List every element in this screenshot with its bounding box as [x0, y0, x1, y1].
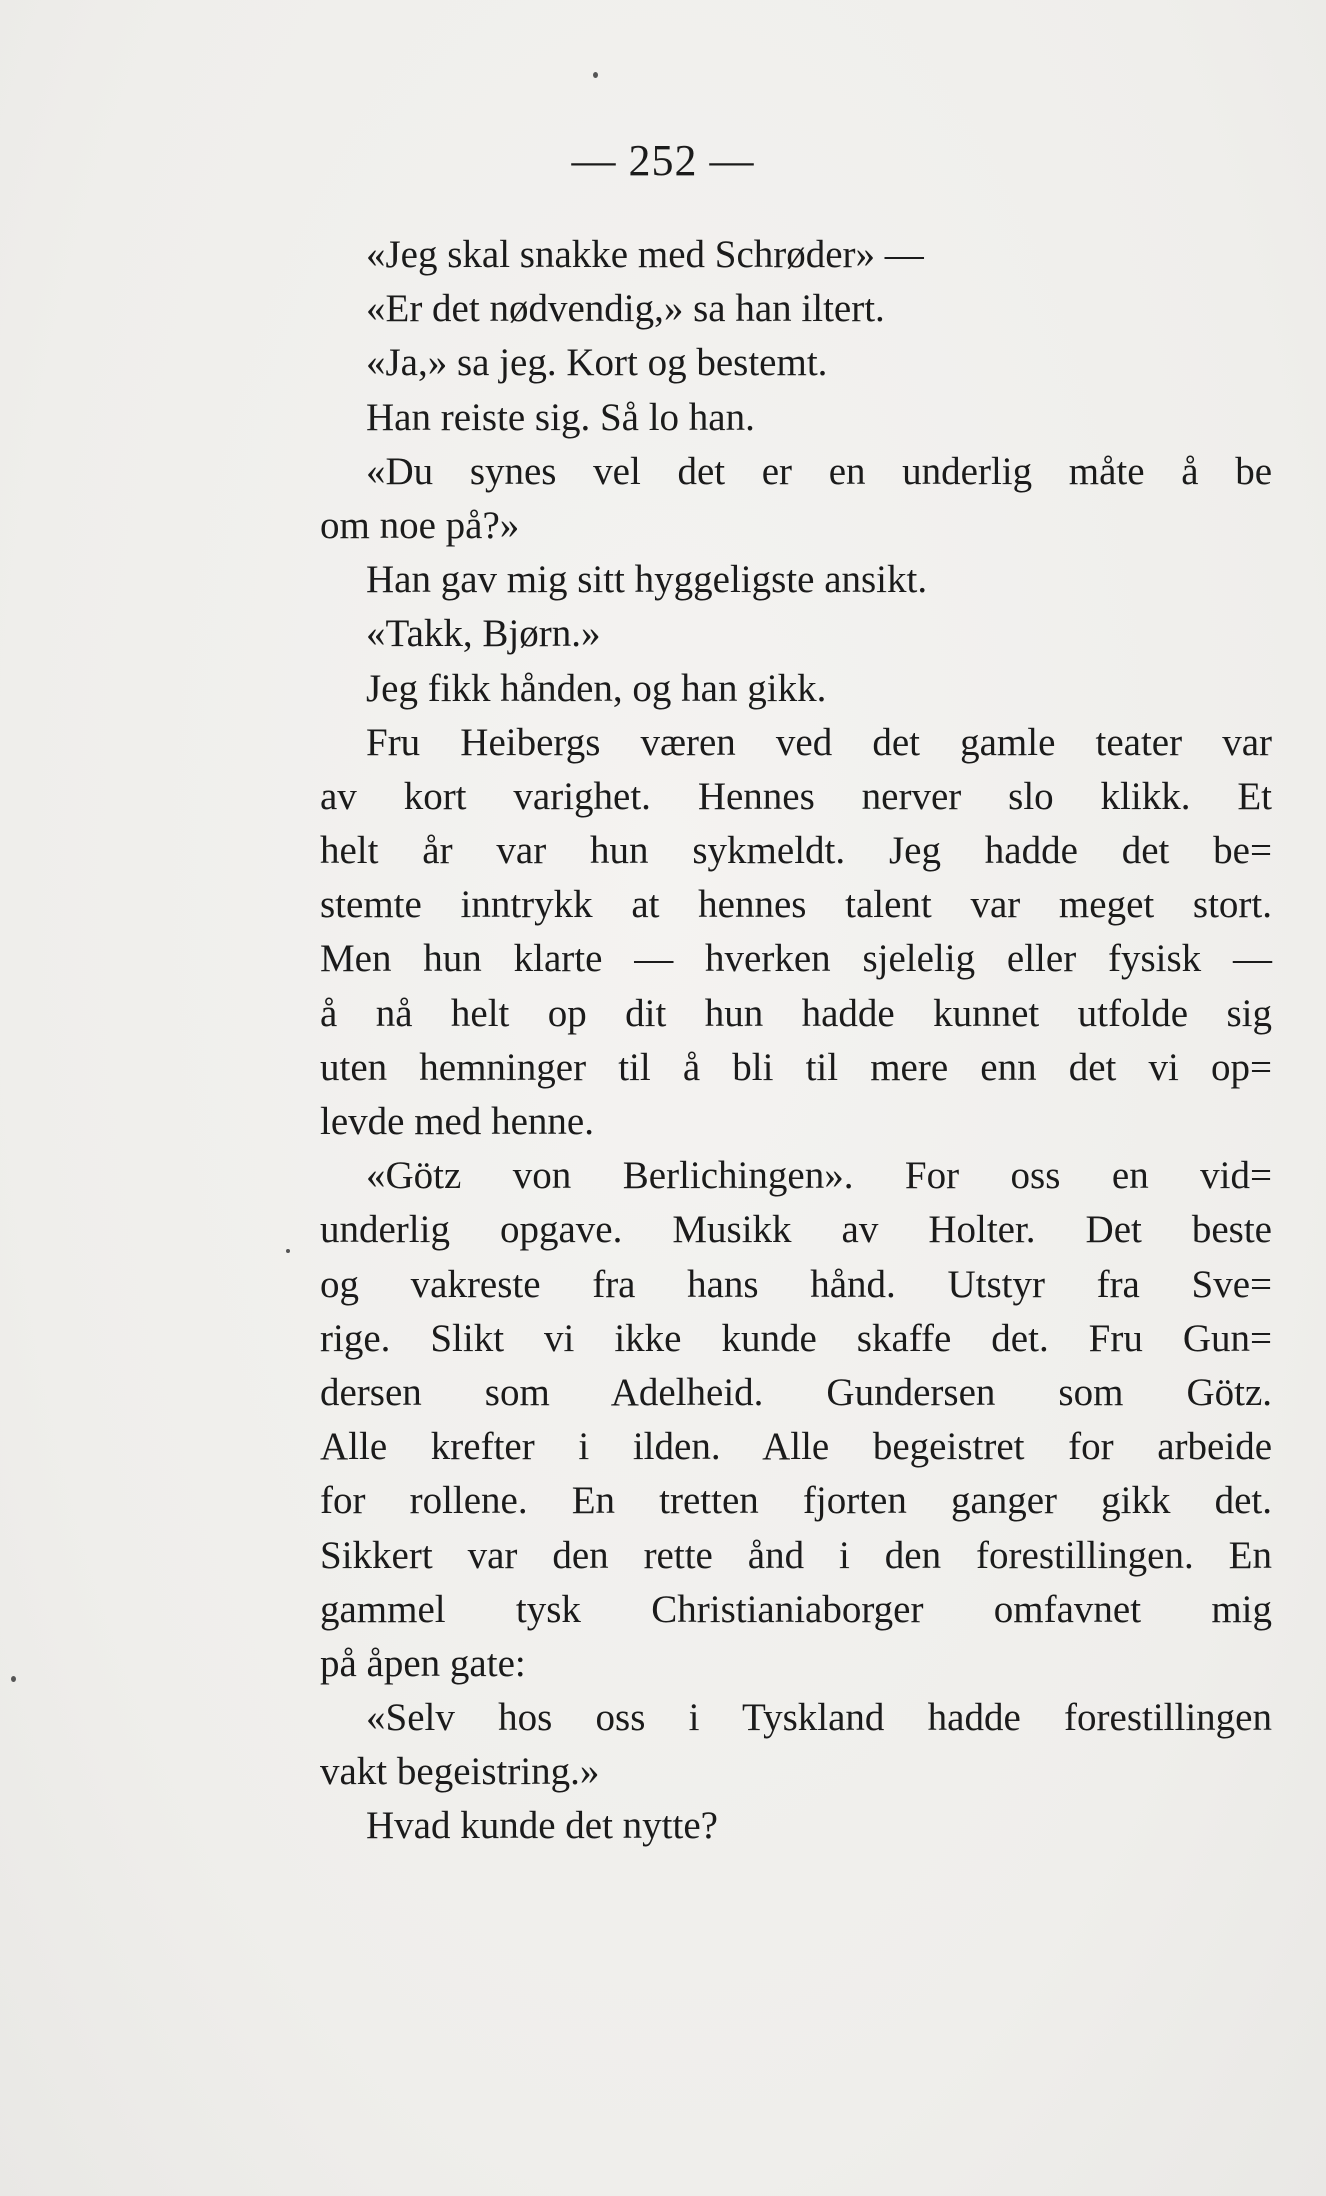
- text-line: «Selv hos oss i Tyskland hadde forestillingen: [366, 1696, 1272, 1740]
- print-speck: [286, 1249, 290, 1253]
- print-speck: [11, 1676, 16, 1682]
- text-line: Han gav mig sitt hyggeligste ansikt.: [366, 558, 928, 602]
- text-line: å nå helt op dit hun hadde kunnet utfolde sig: [320, 991, 1272, 1035]
- text-line: for rollene. En tretten fjorten ganger gikk det.: [320, 1479, 1272, 1523]
- text-line: Men hun klarte — hverken sjelelig eller fysisk —: [320, 937, 1272, 981]
- text-line: Alle krefter i ilden. Alle begeistret for arbeide: [320, 1425, 1272, 1469]
- text-line: «Götz von Berlichingen». For oss en vid=: [366, 1154, 1272, 1198]
- text-line: uten hemninger til å bli til mere enn det vi op=: [320, 1045, 1272, 1089]
- text-line: rige. Slikt vi ikke kunde skaffe det. Fru Gun=: [320, 1316, 1272, 1360]
- text-line: «Du synes vel det er en underlig måte å be: [366, 449, 1272, 493]
- text-line: «Er det nødvendig,» sa han iltert.: [366, 287, 885, 331]
- text-line: helt år var hun sykmeldt. Jeg hadde det be=: [320, 829, 1272, 873]
- text-line: «Takk, Bjørn.»: [366, 612, 601, 656]
- text-line: Sikkert var den rette ånd i den forestillingen. En: [320, 1533, 1272, 1577]
- text-line: og vakreste fra hans hånd. Utstyr fra Sve=: [320, 1262, 1272, 1306]
- text-line: av kort varighet. Hennes nerver slo klikk. Et: [320, 774, 1272, 818]
- print-speck: [593, 72, 598, 78]
- text-line: Jeg fikk hånden, og han gikk.: [366, 666, 827, 710]
- text-line: Hvad kunde det nytte?: [366, 1804, 718, 1848]
- text-line: levde med henne.: [320, 1100, 594, 1143]
- text-line: Fru Heibergs væren ved det gamle teater var: [366, 720, 1272, 764]
- text-line: gammel tysk Christianiaborger omfavnet mig: [320, 1587, 1272, 1631]
- body-text: [320, 228, 1272, 1854]
- text-line: «Ja,» sa jeg. Kort og bestemt.: [366, 341, 828, 385]
- text-line: stemte inntrykk at hennes talent var meget stort.: [320, 883, 1272, 927]
- page-number: — 252 —: [571, 136, 755, 185]
- text-line: underlig opgave. Musikk av Holter. Det beste: [320, 1208, 1272, 1252]
- text-line: dersen som Adelheid. Gundersen som Götz.: [320, 1370, 1272, 1414]
- text-line: «Jeg skal snakke med Schrøder» —: [366, 233, 924, 276]
- text-line: om noe på?»: [320, 503, 520, 547]
- text-line: vakt begeistring.»: [320, 1750, 600, 1794]
- text-line: på åpen gate:: [320, 1641, 526, 1685]
- text-line: Han reiste sig. Så lo han.: [366, 395, 755, 439]
